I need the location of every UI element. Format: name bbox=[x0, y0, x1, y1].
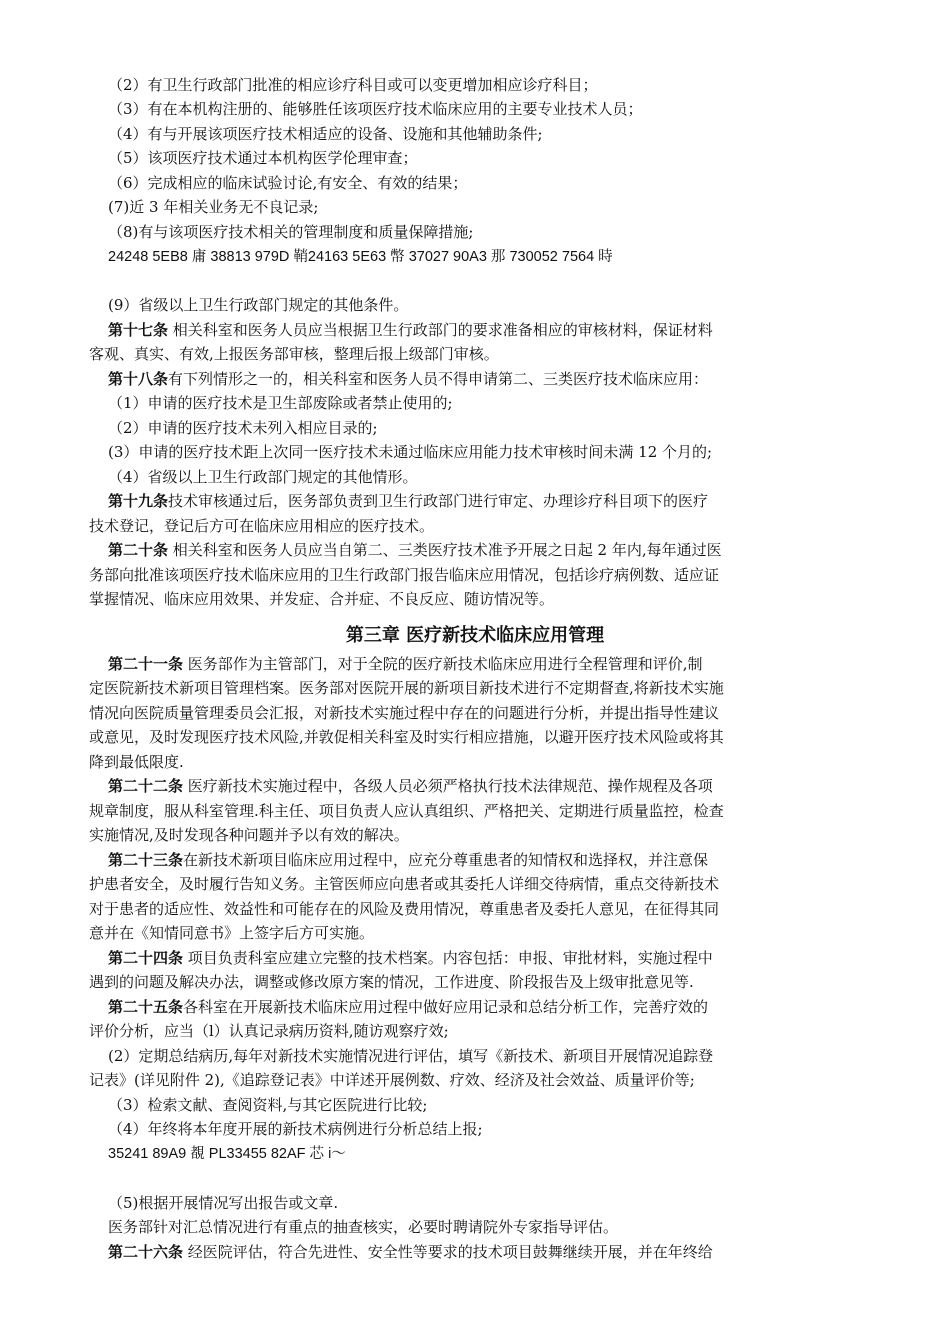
article-18 bbox=[108, 367, 708, 391]
article-22 bbox=[108, 774, 713, 798]
list-item: （5）该项医疗技术通过本机构医学伦理审查； bbox=[108, 149, 418, 167]
text-line: 客观、真实、有效,上报医务部审核，整理后报上级部门审核。 bbox=[89, 345, 499, 363]
text-line: 护患者安全，及时履行告知义务。主管医师应向患者或其委托人详细交待病情，重点交待新技术 bbox=[89, 875, 720, 893]
article-20 bbox=[108, 538, 722, 562]
list-item: （4）有与开展该项医疗技术相适应的设备、设施和其他辅助条件; bbox=[108, 125, 543, 143]
list-item: （5)根据开展情况写出报告或文章. bbox=[108, 1194, 339, 1212]
article-text: 有下列情形之一的，相关科室和医务人员不得申请第二、三类医疗技术临床应用： bbox=[168, 370, 709, 388]
article-text: 相关科室和医务人员应当自第二、三类医疗技术准予开展之日起 2 年内,每年通过医 bbox=[168, 541, 722, 559]
article-17 bbox=[108, 318, 713, 342]
article-heading: 第十九条 bbox=[108, 492, 169, 510]
list-item: （8)有与该项医疗技术相关的管理制度和质量保障措施; bbox=[108, 223, 474, 241]
article-heading: 第二十六条 bbox=[108, 1243, 184, 1261]
article-text: 各科室在开展新技术临床应用过程中做好应用记录和总结分析工作，完善疗效的 bbox=[183, 998, 709, 1016]
article-text: 项目负责科室应建立完整的技术档案。内容包括：申报、审批材料，实施过程中 bbox=[183, 949, 713, 967]
list-item: （2）申请的医疗技术未列入相应目录的; bbox=[108, 419, 378, 437]
text-line: 对于患者的适应性、效益性和可能存在的风险及费用情况，尊重患者及委托人意见，在征得其同 bbox=[89, 900, 720, 918]
article-heading: 第十八条 bbox=[108, 370, 169, 388]
garbled-text-line: 24248 5EB8 庸 38813 979D 鞘24163 5E63 幣 37027 90A3 那 730052 7564 時 bbox=[108, 249, 613, 265]
article-text: 技术审核通过后，医务部负责到卫生行政部门进行审定、办理诊疗科目项下的医疗 bbox=[168, 492, 709, 510]
text-line: 遇到的问题及解决办法，调整或修改原方案的情况，工作进度、阶段报告及上级审批意见等. bbox=[89, 973, 694, 991]
article-24 bbox=[108, 946, 713, 970]
article-heading: 第二十条 bbox=[108, 541, 169, 559]
text-line: 定医院新技术新项目管理档案。医务部对医院开展的新项目新技术进行不定期督查,将新技术实施 bbox=[89, 679, 724, 697]
list-item: (7)近 3 年相关业务无不良记录; bbox=[108, 198, 319, 216]
text-line: 或意见，及时发现医疗技术风险,并敦促相关科室及时实行相应措施，以避开医疗技术风险或将其 bbox=[89, 728, 724, 746]
list-item: （4）省级以上卫生行政部门规定的其他情形。 bbox=[108, 468, 418, 486]
text-line: 评价分析，应当（l）认真记录病历资料,随访观察疗效; bbox=[89, 1022, 449, 1040]
text-line: 务部向批准该项医疗技术临床应用的卫生行政部门报告临床应用情况，包括诊疗病例数、适应证 bbox=[89, 566, 720, 584]
chapter-title: 第三章 医疗新技术临床应用管理 bbox=[345, 625, 605, 646]
list-item: (3）申请的医疗技术距上次同一医疗技术未通过临床应用能力技术审核时间未满 12 个月的; bbox=[108, 443, 713, 461]
article-heading: 第二十一条 bbox=[108, 655, 184, 673]
article-text: 在新技术新项目临床应用过程中，应充分尊重患者的知情权和选择权，并注意保 bbox=[183, 851, 709, 869]
article-heading: 第十七条 bbox=[108, 321, 169, 339]
list-item: （3）检索文献、查阅资料,与其它医院进行比较; bbox=[108, 1096, 428, 1114]
list-item: （2）有卫生行政部门批准的相应诊疗科目或可以变更增加相应诊疗科目； bbox=[108, 76, 598, 94]
article-text: 经医院评估，符合先进性、安全性等要求的技术项目鼓舞继续开展，并在年终给 bbox=[183, 1243, 713, 1261]
list-item: (9）省级以上卫生行政部门规定的其他条件。 bbox=[108, 296, 409, 314]
article-19 bbox=[108, 489, 708, 513]
list-item: （6）完成相应的临床试验讨论,有安全、有效的结果； bbox=[108, 174, 468, 192]
list-item: (2）定期总结病历,每年对新技术实施情况进行评估，填写《新技术、新项目开展情况追踪登 bbox=[108, 1047, 714, 1065]
text-line: 实施情况,及时发现各种问题并予以有效的解决。 bbox=[89, 826, 409, 844]
article-text: 医务部作为主管部门，对于全院的医疗新技术临床应用进行全程管理和评价,制 bbox=[183, 655, 703, 673]
article-text: 相关科室和医务人员应当根据卫生行政部门的要求准备相应的审核材料，保证材料 bbox=[168, 321, 713, 339]
article-26 bbox=[108, 1240, 713, 1264]
article-heading: 第二十四条 bbox=[108, 949, 184, 967]
text-line: 掌握情况、临床应用效果、并发症、合并症、不良反应、随访情况等。 bbox=[89, 590, 555, 608]
text-line: 规章制度，服从科室管理.科主任、项目负责人应认真组织、严格把关、定期进行质量监控，检查 bbox=[89, 802, 724, 820]
garbled-text-line: 35241 89A9 覩 PL33455 82AF 芯 i～ bbox=[108, 1146, 346, 1162]
article-21 bbox=[108, 652, 703, 676]
text-line: 医务部针对汇总情况进行有重点的抽查核实，必要时聘请院外专家指导评估。 bbox=[108, 1218, 619, 1236]
article-25 bbox=[108, 995, 708, 1019]
text-line: 技术登记，登记后方可在临床应用相应的医疗技术。 bbox=[89, 517, 435, 535]
list-item: （1）申请的医疗技术是卫生部废除或者禁止使用的; bbox=[108, 394, 453, 412]
text-line: 情况向医院质量管理委员会汇报，对新技术实施过程中存在的问题进行分析，并提出指导性建议 bbox=[89, 704, 720, 722]
text-line: 降到最低限度. bbox=[89, 753, 184, 771]
article-text: 医疗新技术实施过程中，各级人员必须严格执行技术法律规范、操作规程及各项 bbox=[183, 777, 713, 795]
text-line: 记表》(详见附件 2),《追踪登记表》中详述开展例数、疗效、经济及社会效益、质量评价等; bbox=[89, 1071, 695, 1089]
list-item: （3）有在本机构注册的、能够胜任该项医疗技术临床应用的主要专业技术人员； bbox=[108, 100, 643, 118]
list-item: （4）年终将本年度开展的新技术病例进行分析总结上报; bbox=[108, 1120, 483, 1138]
article-heading: 第二十三条 bbox=[108, 851, 184, 869]
article-heading: 第二十二条 bbox=[108, 777, 184, 795]
text-line: 意并在《知情同意书》上签字后方可实施。 bbox=[89, 924, 375, 942]
article-heading: 第二十五条 bbox=[108, 998, 184, 1016]
article-23 bbox=[108, 848, 708, 872]
